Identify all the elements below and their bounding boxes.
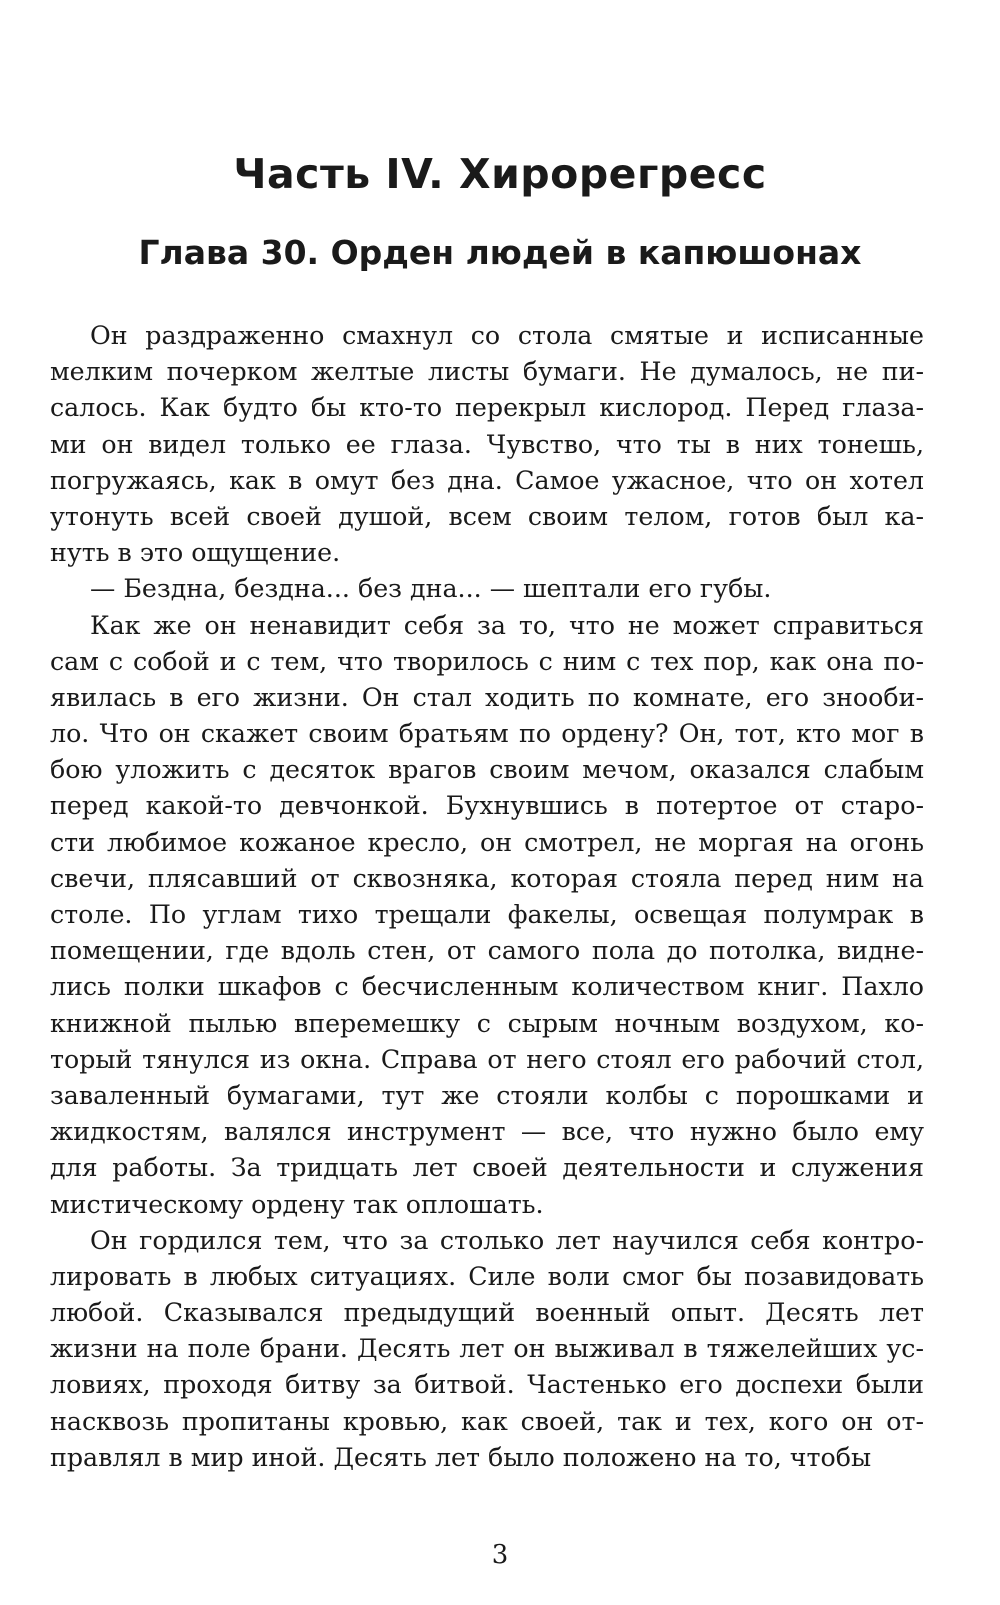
text-line: Как же он ненавидит себя за то, что не может справиться [90,610,924,640]
text-line: столе. По углам тихо трещали факелы, освещая полумрак в [50,900,924,929]
body-text [50,318,924,1476]
text-line: для работы. За тридцать лет своей деятельности и служения [50,1153,924,1183]
text-line: сам с собой и с тем, что творилось с ним с тех пор, как она по- [50,646,924,676]
text-line: — Бездна, бездна... без дна... — шептали его губы. [90,574,772,604]
page-number: 3 [491,1540,509,1570]
text-line: заваленный бумагами, тут же стояли колбы с порошками и [50,1080,924,1110]
text-line: лировать в любых ситуациях. Силе воли смог бы позавидовать [50,1261,924,1291]
text-line: перед какой-то девчонкой. Бухнувшись в потертое от старо- [50,791,924,821]
text-line: бою уложить с десяток врагов своим мечом, оказался слабым [50,755,924,785]
text-line: мелким почерком желтые листы бумаги. Не думалось, не пи- [50,357,924,387]
text-line: мистическому ордену так оплошать. [50,1189,544,1219]
text-line: свечи, плясавший от сквозняка, которая стояла перед ним на [50,863,924,893]
text-line: Он раздраженно смахнул со стола смятые и исписанные [90,321,924,350]
text-line: торый тянулся из окна. Справа от него стоял его рабочий стол, [50,1044,924,1074]
paragraph [50,608,924,1223]
part-title: Часть IV. Хирорегресс [233,150,767,198]
text-line: нуть в это ощущение. [50,538,341,568]
text-line: насквозь пропитаны кровью, как своей, так и тех, кого он от- [50,1406,924,1436]
text-line: утонуть всей своей душой, всем своим телом, готов был ка- [50,501,924,531]
text-line: Он гордился тем, что за столько лет научился себя контро- [90,1225,924,1255]
paragraph [50,318,924,571]
text-line: ло. Что он скажет своим братьям по ордену? Он, тот, кто мог в [50,719,924,749]
paragraph [50,571,924,607]
text-line: ловиях, проходя битву за битвой. Частенько его доспехи были [50,1370,924,1400]
text-line: сти любимое кожаное кресло, он смотрел, не моргая на огонь [50,827,924,857]
text-line: погружаясь, как в омут без дна. Самое ужасное, что он хотел [50,465,924,495]
text-line: салось. Как будто бы кто-то перекрыл кислород. Перед глаза- [50,393,924,423]
text-line: жизни на поле брани. Десять лет он выживал в тяжелейших ус- [50,1334,924,1364]
text-line: явилась в его жизни. Он стал ходить по комнате, его знооби- [50,682,924,712]
text-line: жидкостям, валялся инструмент — все, что нужно было ему [50,1117,924,1147]
chapter-title: Глава 30. Орден людей в капюшонах [138,233,862,272]
paragraph [50,1223,924,1476]
text-line: лись полки шкафов с бесчисленным количеством книг. Пахло [50,972,924,1002]
text-line: книжной пылью вперемешку с сырым ночным воздухом, ко- [50,1008,924,1038]
text-line: помещении, где вдоль стен, от самого пола до потолка, видне- [50,936,924,966]
text-line: любой. Сказывался предыдущий военный опыт. Десять лет [50,1298,924,1328]
text-line: ми он видел только ее глаза. Чувство, что ты в них тонешь, [50,429,924,459]
text-line: правлял в мир иной. Десять лет было положено на то, чтобы [50,1442,872,1472]
